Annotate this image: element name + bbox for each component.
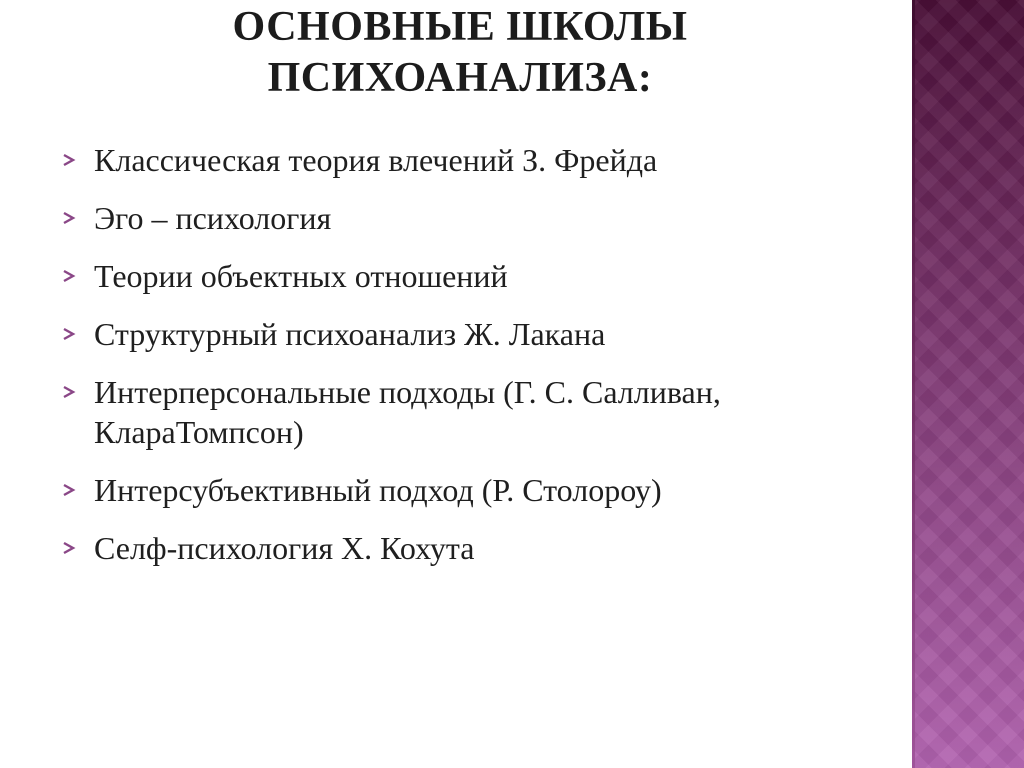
slide-title-line-2: ПСИХОАНАЛИЗА:: [267, 55, 653, 101]
list-item: [62, 470, 892, 510]
list-item: [62, 314, 892, 354]
arrow-bullet-icon: [62, 541, 76, 555]
slide-title-line-1: ОСНОВНЫЕ ШКОЛЫ: [232, 4, 688, 50]
list-item-text: Классическая теория влечений З. Фрейда: [94, 142, 658, 178]
list-item-text: Интерсубъективный подход (Р. Столороу): [94, 472, 662, 508]
list-item-text: Интерперсональные подходы (Г. С. Салливан, КлараТомпсон): [94, 374, 721, 450]
slide-title: [120, 2, 800, 104]
list-item-text: Теории объектных отношений: [94, 258, 508, 294]
list-item: [62, 140, 892, 180]
arrow-bullet-icon: [62, 327, 76, 341]
arrow-bullet-icon: [62, 385, 76, 399]
list-item-text: Структурный психоанализ Ж. Лакана: [94, 316, 606, 352]
list-item: [62, 256, 892, 296]
side-band-edge: [912, 0, 915, 768]
list-item: [62, 372, 892, 452]
bullet-list: [62, 140, 892, 586]
arrow-bullet-icon: [62, 211, 76, 225]
decorative-side-band: [912, 0, 1024, 768]
arrow-bullet-icon: [62, 269, 76, 283]
list-item-text: Селф-психология Х. Кохута: [94, 530, 475, 566]
arrow-bullet-icon: [62, 153, 76, 167]
arrow-bullet-icon: [62, 483, 76, 497]
list-item-text: Эго – психология: [94, 200, 332, 236]
list-item: [62, 198, 892, 238]
list-item: [62, 528, 892, 568]
